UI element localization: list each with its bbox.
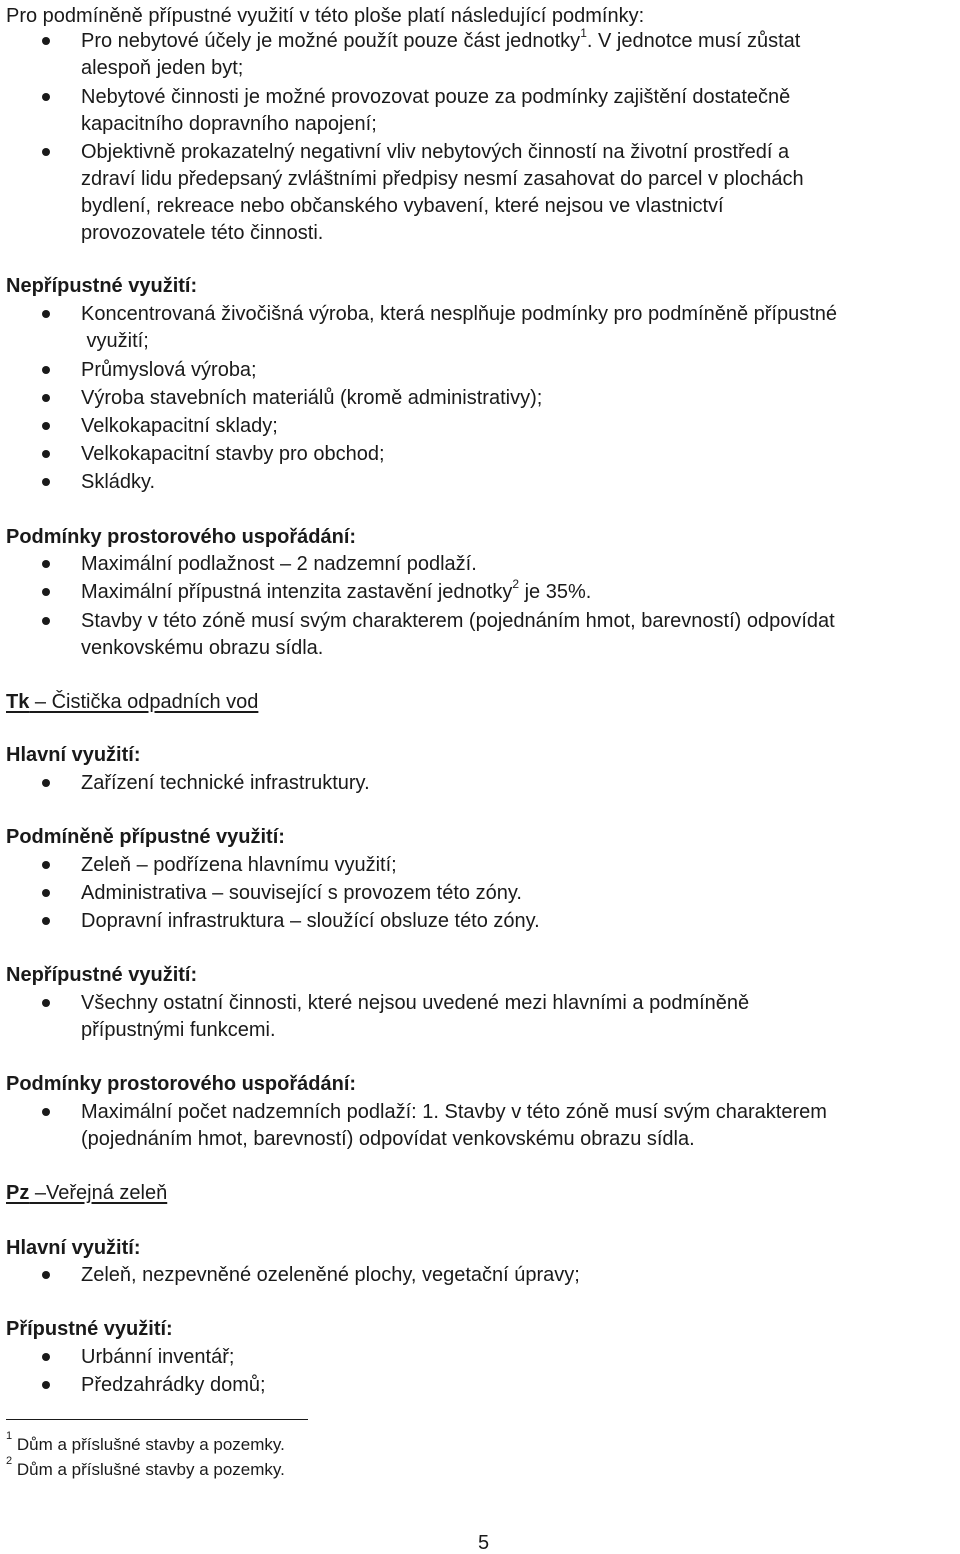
footnote-mark: 1 [6,1430,13,1443]
bullet [42,478,50,486]
section-heading: Podmínky prostorového uspořádání: [6,1073,357,1095]
bullet [42,588,50,596]
item-text: Velkokapacitní stavby pro obchod; [81,443,385,465]
item-text: Pro nebytové účely je možné použít pouze část jednotky [81,30,581,52]
footnote [6,1430,285,1456]
item-text: Zeleň, nezpevněné ozeleněné plochy, vegetační úpravy; [81,1264,580,1286]
item-text: Maximální přípustná intenzita zastavění jednotky [81,581,513,603]
footnote-separator [6,1419,308,1420]
item-text: Zeleň – podřízena hlavnímu využití; [81,854,397,876]
item-text: Dopravní infrastruktura – sloužící obsluze této zóny. [81,910,540,932]
item-text: Průmyslová výroba; [81,359,257,381]
bullet [42,999,50,1007]
bullet [42,450,50,458]
footnote-ref: 2 [512,577,520,592]
zone-name: –Veřejná zeleň [29,1182,168,1204]
section-heading: Podmínky prostorového uspořádání: [6,526,357,548]
zone-code: Pz [6,1182,30,1204]
footnote-ref: 1 [580,26,587,41]
item-text: bydlení, rekreace nebo občanského vybavení, které nejsou ve vlastnictví [81,195,724,217]
bullet [42,1108,50,1116]
bullet [42,37,50,45]
item-text: Maximální počet nadzemních podlaží: 1. Stavby v této zóně musí svým charakterem [81,1101,827,1123]
bullet [42,779,50,787]
footnote-text: Dům a příslušné stavby a pozemky. [12,1460,285,1479]
bullet [42,861,50,869]
bullet [42,560,50,568]
footnote [6,1455,285,1481]
item-text: Zařízení technické infrastruktury. [81,772,370,794]
bullet [42,93,50,101]
bullet [42,1381,50,1389]
item-text: provozovatele této činnosti. [81,222,324,244]
bullet [42,422,50,430]
item-text: alespoň jeden byt; [81,57,244,79]
item-text: Velkokapacitní sklady; [81,415,278,437]
bullet [42,1353,50,1361]
section-heading: Nepřípustné využití: [6,275,198,297]
bullet [42,310,50,318]
bullet [42,917,50,925]
item-text: využití; [81,330,149,352]
bullet [42,394,50,402]
zone-code: Tk [6,691,30,713]
item-text: Nebytové činnosti je možné provozovat pouze za podmínky zajištění dostatečně [81,86,791,108]
item-text: Maximální podlažnost – 2 nadzemní podlaží. [81,553,477,575]
item-text: přípustnými funkcemi. [81,1019,276,1041]
item-text: Výroba stavebních materiálů (kromě administrativy); [81,387,543,409]
section-heading: Hlavní využití: [6,744,141,766]
bullet [42,148,50,156]
bullet [42,617,50,625]
bullet [42,1271,50,1279]
item-text: Koncentrovaná živočišná výroba, která nesplňuje podmínky pro podmíněně přípustné [81,303,838,325]
item-text: . V jednotce musí zůstat [586,30,801,52]
item-text: Předzahrádky domů; [81,1374,266,1396]
zone-name: – Čistička odpadních vod [29,691,259,713]
item-text: Všechny ostatní činnosti, které nejsou uvedené mezi hlavními a podmíněně [81,992,750,1014]
bullet [42,366,50,374]
item-text: je 35%. [519,581,592,603]
footnote-text: Dům a příslušné stavby a pozemky. [12,1435,285,1454]
item-text: Stavby v této zóně musí svým charakterem (pojednáním hmot, barevností) odpovídat [81,610,835,632]
item-text: (pojednáním hmot, barevností) odpovídat venkovskému obrazu sídla. [81,1128,695,1150]
zone-title [6,689,258,715]
bullet [42,889,50,897]
conditional-intro: Pro podmíněně přípustné využití v této ploše platí následující podmínky: [6,5,645,27]
footnote-mark: 2 [6,1455,13,1468]
zone-title [6,1180,167,1206]
item-text: venkovskému obrazu sídla. [81,637,324,659]
item-text: Administrativa – související s provozem této zóny. [81,882,522,904]
section-heading: Přípustné využití: [6,1318,173,1340]
item-text: Urbánní inventář; [81,1346,235,1368]
item-text: kapacitního dopravního napojení; [81,113,377,135]
section-heading: Nepřípustné využití: [6,964,198,986]
page-number: 5 [478,1532,490,1554]
section-heading: Hlavní využití: [6,1237,141,1259]
item-text: Objektivně prokazatelný negativní vliv nebytových činností na životní prostředí a [81,141,790,163]
item-text: Skládky. [81,471,156,493]
section-heading: Podmíněně přípustné využití: [6,826,285,848]
item-text: zdraví lidu předepsaný zvláštními předpisy nesmí zasahovat do parcel v plochách [81,168,804,190]
